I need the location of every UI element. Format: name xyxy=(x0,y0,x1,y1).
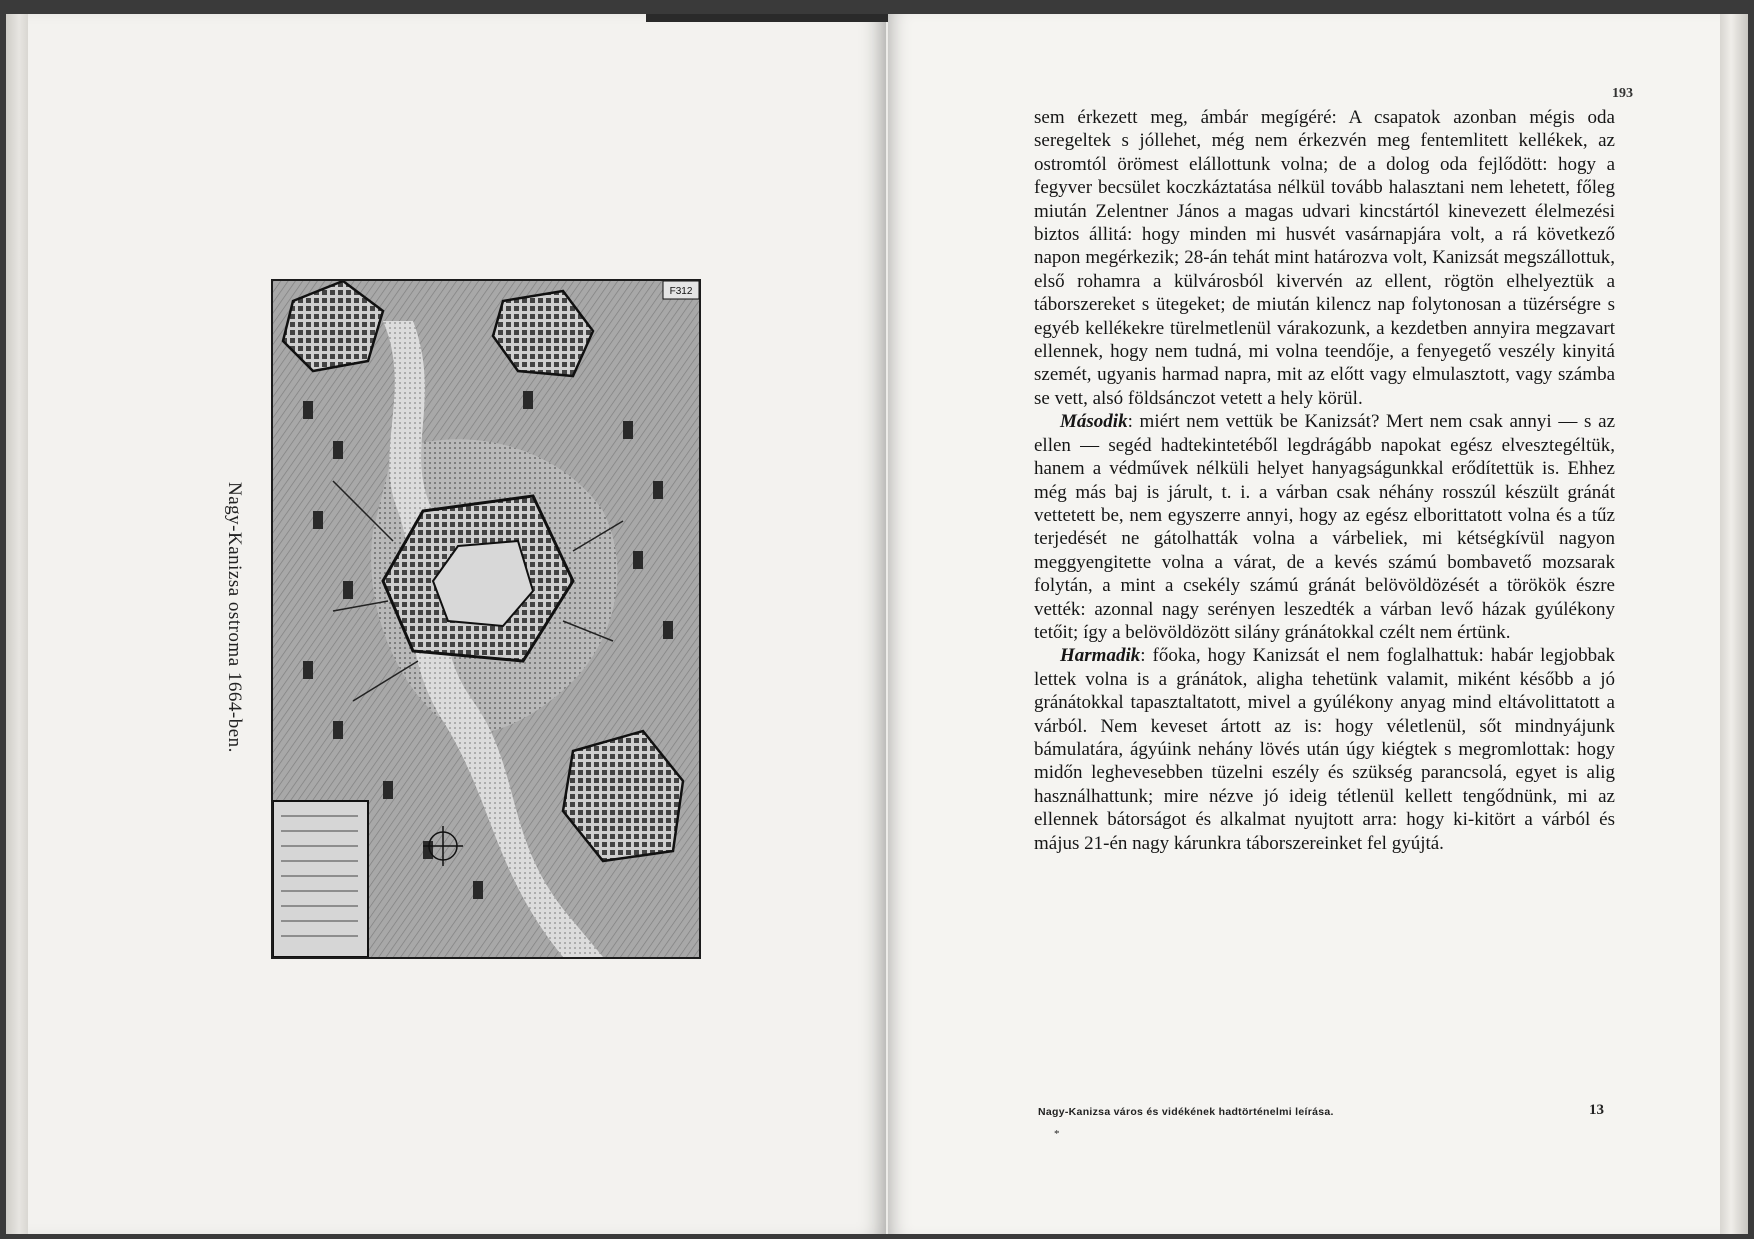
left-page xyxy=(28,14,886,1234)
paragraph xyxy=(1034,644,1615,855)
paragraph-lead: Harmadik xyxy=(1060,645,1141,667)
right-page-edge xyxy=(1720,14,1748,1234)
footer-mark: * xyxy=(1054,1128,1060,1140)
paragraph xyxy=(1034,106,1615,410)
page-number: 193 xyxy=(1612,86,1633,101)
footer-title: Nagy-Kanizsa város és vidékének hadtörténelmi leírása. xyxy=(1038,1106,1334,1118)
body-text xyxy=(1034,106,1615,855)
map-corner-label: F312 xyxy=(669,286,693,297)
paragraph-text: : miért nem vettük be Kanizsát? Mert nem csak annyi — s az ellen — segéd hadtekintetéből legdrágább napokat egész elvesztegéltük, hanem a védművek nélküli helyet hanyagságunkkal erődítettük is. Ehhez még más baj is járult, t. i. a várban csak néhány rosszúl készült gránát vettetett be, nem egyszerre annyi, hogy az egész elborittatott volna és a tűz terjedését ne gátolhatták volna a várbeliek, mi kétségkívül nagyon meggyengitette volna a várat, de a kevés számú bombavető mozsarak folytán, a mint a csekély számú gránát belövöldözését a törökök észre vették: azonnal nagy serényen leszedték a várban levő házak gyúlékony tetőit; így a belövöldözött silány gránátokkal czélt nem értünk. xyxy=(1034,411,1615,643)
paragraph xyxy=(1034,410,1615,644)
page-footer xyxy=(1038,1104,1618,1128)
signature-mark: 13 xyxy=(1589,1102,1604,1118)
paragraph-text: sem érkezett meg, ámbár megígéré: A csapatok azonban mégis oda seregeltek s jóllehet, még nem érkezvén meg fentemlitett kellékek, az ostromtól örömest elállottunk volna; de a dolog oda fejlődött: hogy a fegyver becsület koczkáztatása nélkül tovább halasztani nem lehetett, főleg miután Zelentner János a magas udvari kincstártól kinevezett élelmezési biztos állitá: hogy minden mi husvét vasárnapjára volt, a rá következő napon megérkezik; 28-án tehát mint határozva volt, Kanizsát megszállottuk, első rohamra a külvárosból kivervén az ellent, rögtön elhelyeztük a táborszereket s ütegeket; de miután kilencz nap folytonosan a tüzérségre s egyéb kellékekre türelmetlenül várakozunk, a kezdetben annyira megzavart ellennek, hogy nem tudná, mi volna teendője, a fenyegető veszély kinyitá szemét, ugyanis harmad napra, mit az előtt vagy elmulasztott, vagy számba se vett, alsó földsánczot vetett a hely körül. xyxy=(1034,107,1615,409)
siege-map-plate xyxy=(271,279,701,959)
paragraph-text: : főoka, hogy Kanizsát el nem foglalhattuk: habár legjobbak lettek volna is a gránátok, aligha tehetünk valamit, miként később a jó gránátokkal tapasztaltatott, mivel a gyúlékony anyag mind eltávolittatott a várból. Nem keveset ártott az is: hogy véletlenül, sőt mindnyájunk bámulatára, ágyúink nehány lövés után úgy kiégtek s megromlottak: hogy midőn leghevesebben tüzelni eszély és szükség parancsolá, egyet is alig használhattunk; mire nézve jó ideig tétlenül kellett tengődnünk, mi az ellennek bátorságot és alkalmat nyujtott arra: hogy ki-kitört a várból és május 21-én nagy kárunkra táborszereinket fel gyújtá. xyxy=(1034,645,1615,854)
paragraph-lead: Második xyxy=(1060,411,1128,433)
left-page-edge xyxy=(6,14,28,1234)
siege-map-illustration xyxy=(273,281,699,957)
plate-caption: Nagy-Kanizsa ostroma 1664-ben. xyxy=(224,482,245,753)
